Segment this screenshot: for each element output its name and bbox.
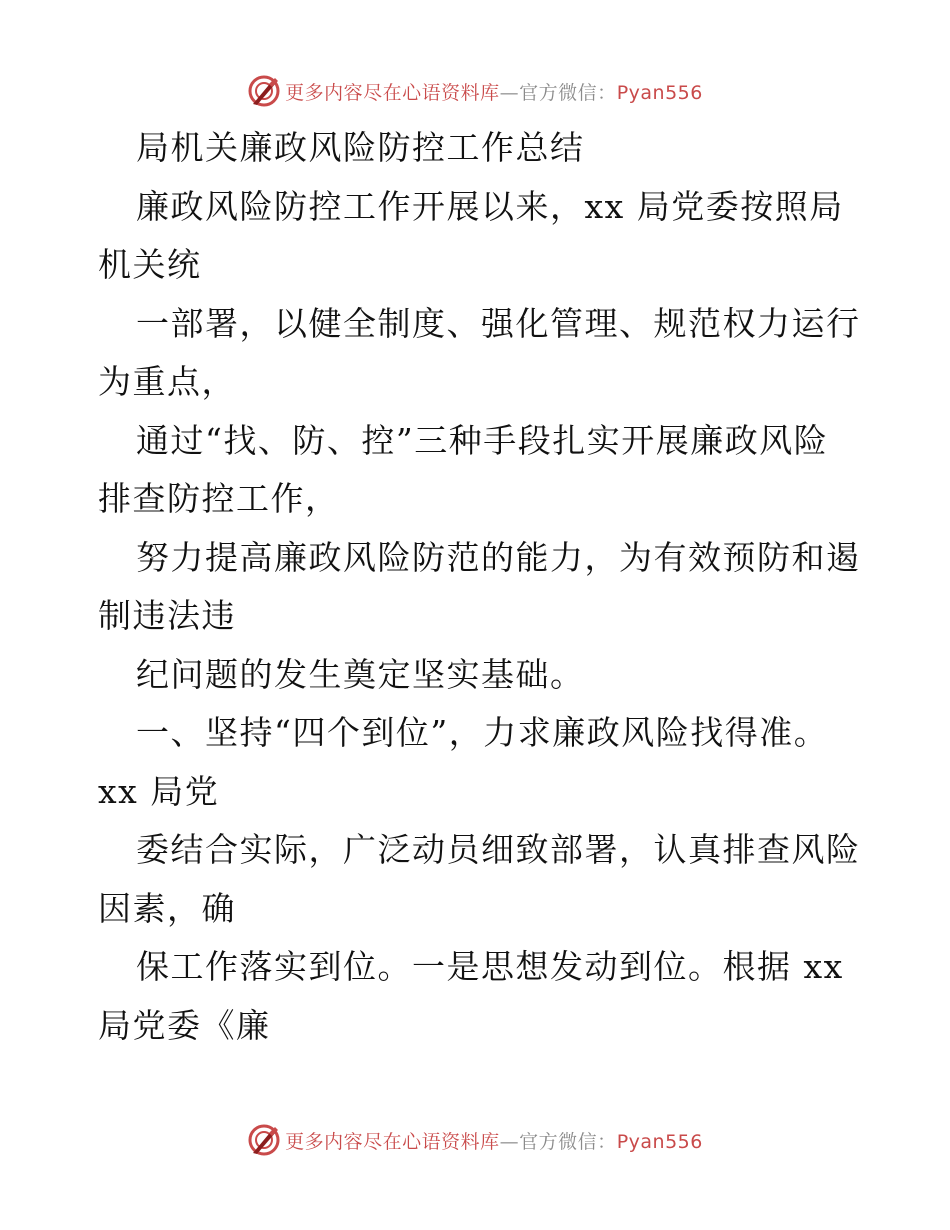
- document-title: 局机关廉政风险防控工作总结: [136, 128, 585, 167]
- watermark-text: [285, 1127, 703, 1154]
- paragraph-line: 机关统: [98, 245, 202, 284]
- watermark-wechat-id: Pyan556: [616, 81, 703, 104]
- paragraph-line: xx 局党: [98, 772, 220, 811]
- paragraph-line: 排查防控工作，: [98, 479, 340, 518]
- paragraph-line: 制违法违: [98, 596, 236, 635]
- paragraph-line: 保工作落实到位。一是思想发动到位。根据 xx: [136, 947, 844, 986]
- paragraph-line: 一部署，以健全制度、强化管理、规范权力运行: [136, 304, 861, 343]
- paragraph-line: 努力提高廉政风险防范的能力，为有效预防和遏: [136, 538, 861, 577]
- watermark-dash: —: [499, 81, 520, 104]
- section-heading: 一、坚持“四个到位”，力求廉政风险找得准。: [136, 713, 829, 752]
- quill-logo-icon: [247, 74, 281, 108]
- paragraph-line: 廉政风险防控工作开展以来，xx 局党委按照局: [136, 187, 844, 226]
- footer-watermark: [0, 1120, 950, 1160]
- paragraph-line: 为重点，: [98, 362, 236, 401]
- watermark-wechat-label: 官方微信：: [519, 1130, 617, 1153]
- paragraph-line: 委结合实际，广泛动员细致部署，认真排查风险: [136, 830, 861, 869]
- paragraph-line: 局党委《廉: [98, 1006, 271, 1045]
- watermark-wechat-label: 官方微信：: [519, 81, 617, 104]
- header-watermark: [0, 71, 950, 111]
- paragraph-line: 通过“找、防、控”三种手段扎实开展廉政风险: [136, 421, 829, 460]
- watermark-main: 更多内容尽在心语资料库: [285, 81, 500, 104]
- watermark-text: [285, 78, 703, 105]
- quill-logo-icon: [247, 1123, 281, 1157]
- paragraph-line: 纪问题的发生奠定坚实基础。: [136, 655, 585, 694]
- watermark-dash: —: [499, 1130, 520, 1153]
- watermark-main: 更多内容尽在心语资料库: [285, 1130, 500, 1153]
- watermark-wechat-id: Pyan556: [616, 1130, 703, 1153]
- paragraph-line: 因素，确: [98, 889, 236, 928]
